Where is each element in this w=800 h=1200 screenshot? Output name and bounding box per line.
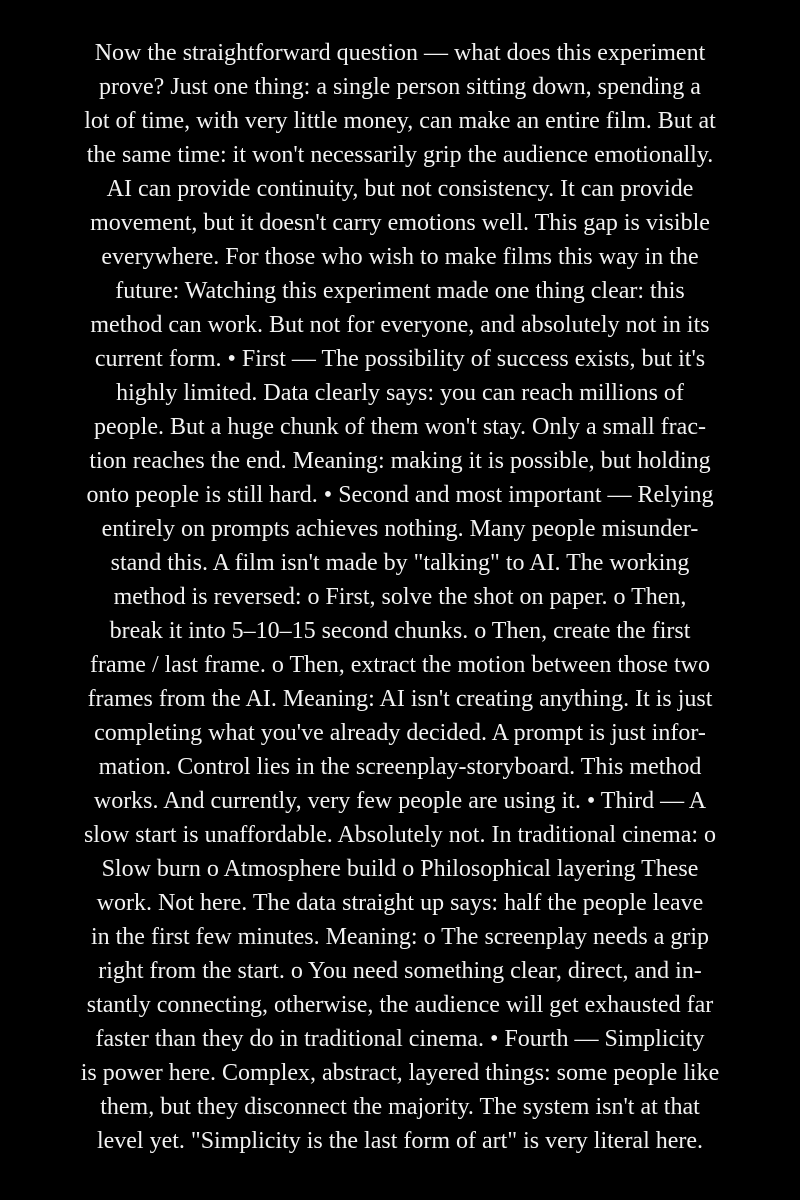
text-line: future: Watching this experiment made one thing clear: this: [115, 278, 685, 304]
text-line: everywhere. For those who wish to make films this way in the: [101, 244, 699, 270]
text-line: method is reversed: o First, solve the shot on paper. o Then,: [113, 584, 687, 610]
text-line: the same time: it won't necessarily grip the audience emotionally.: [86, 142, 714, 168]
text-line: entirely on prompts achieves nothing. Many people misunder-: [101, 516, 699, 542]
text-line: Now the straightforward question — what does this experiment: [94, 40, 706, 66]
text-line: faster than they do in traditional cinema. • Fourth — Simplicity: [95, 1026, 705, 1052]
text-line: lot of time, with very little money, can make an entire film. But at: [84, 108, 716, 134]
text-line: them, but they disconnect the majority. The system isn't at that: [100, 1094, 700, 1120]
text-line: current form. • First — The possibility of success exists, but it's: [94, 346, 706, 372]
text-line: AI can provide continuity, but not consistency. It can provide: [106, 176, 694, 202]
text-line: frames from the AI. Meaning: AI isn't creating anything. It is just: [87, 686, 713, 712]
text-line: movement, but it doesn't carry emotions well. This gap is visible: [90, 210, 710, 236]
text-line: method can work. But not for everyone, and absolutely not in its: [90, 312, 710, 338]
text-line: tion reaches the end. Meaning: making it is possible, but holding: [89, 448, 711, 474]
text-line: frame / last frame. o Then, extract the motion between those two: [89, 652, 710, 678]
text-line: completing what you've already decided. A prompt is just infor-: [94, 720, 706, 746]
text-line: right from the start. o You need something clear, direct, and in-: [98, 958, 702, 984]
text-line: highly limited. Data clearly says: you can reach millions of: [116, 380, 684, 406]
text-line: in the first few minutes. Meaning: o The screenplay needs a grip: [90, 924, 710, 950]
text-line: stand this. A film isn't made by "talking" to AI. The working: [110, 550, 690, 576]
text-line: level yet. "Simplicity is the last form of art" is very literal here.: [96, 1128, 704, 1154]
text-line: people. But a huge chunk of them won't stay. Only a small frac-: [94, 414, 706, 440]
text-line: work. Not here. The data straight up says: half the people leave: [96, 890, 704, 916]
text-line: slow start is unaffordable. Absolutely not. In traditional cinema: o: [83, 822, 717, 848]
text-line: Slow burn o Atmosphere build o Philosophical layering These: [101, 856, 699, 882]
text-line: is power here. Complex, abstract, layered things: some people like: [80, 1060, 720, 1086]
text-line: mation. Control lies in the screenplay-storyboard. This method: [98, 754, 702, 780]
text-line: works. And currently, very few people are using it. • Third — A: [93, 788, 707, 814]
text-line: onto people is still hard. • Second and most important — Relying: [86, 482, 714, 508]
text-line: break it into 5–10–15 second chunks. o Then, create the first: [109, 618, 691, 644]
text-block: [0, 36, 800, 1158]
text-line: stantly connecting, otherwise, the audience will get exhausted far: [86, 992, 714, 1018]
text-line: prove? Just one thing: a single person sitting down, spending a: [99, 74, 701, 100]
